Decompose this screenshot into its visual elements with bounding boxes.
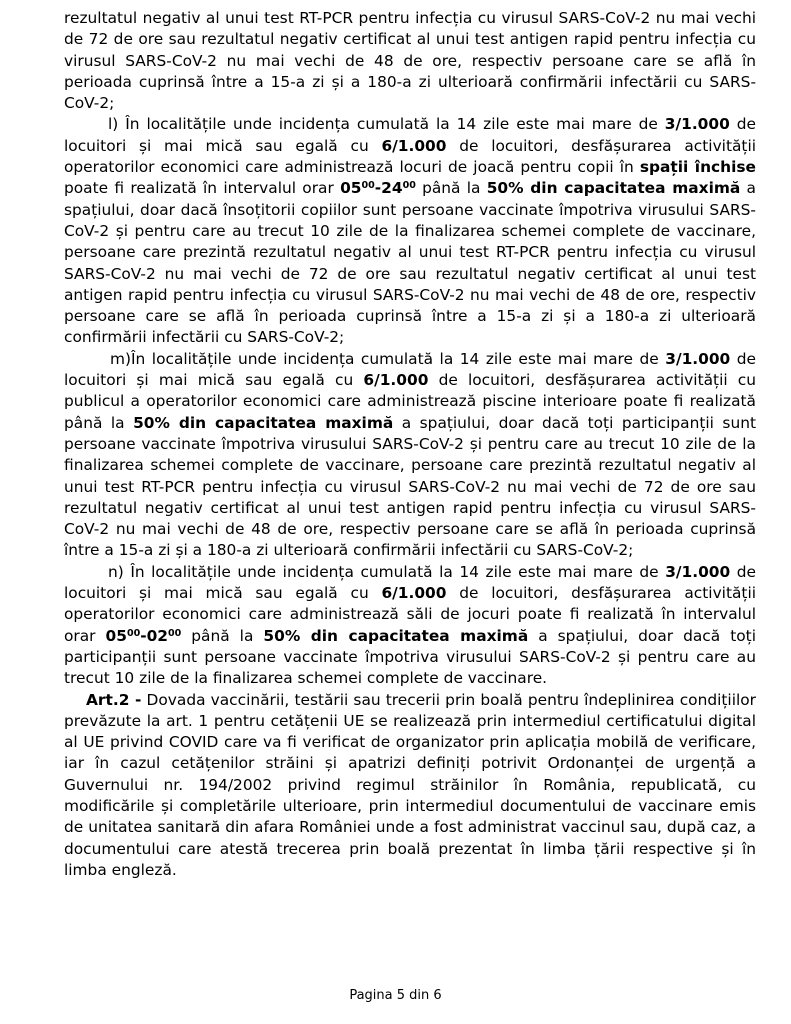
capacity-limit: 50% din capacitatea maximă <box>486 179 741 198</box>
indoor-spaces-emphasis: spații închise <box>639 158 756 177</box>
incidence-lower-threshold: 3/1.000 <box>665 562 731 581</box>
article-label: Art.2 - <box>86 690 142 709</box>
incidence-lower-threshold: 3/1.000 <box>665 349 731 368</box>
item-marker-l: l) <box>108 115 119 134</box>
paragraph-l: l) În localitățile unde incidența cumulată la 14 zile este mai mare de 3/1.000 de locuitori și mai mică sau egală cu 6/1.000 de locuitori, desfășurarea activității operatorilor economici care administrează locuri de joacă pentru copii în spații închise poate fi realizată în intervalul orar $05^{00}-24^{00}$ până la 50% din capacitatea maximă a spațiului, doar dacă însoțitorii copiilor sunt persoane vaccinate împotriva virusului SARS-CoV-2 și pentru care au trecut 10 zile de la finalizarea schemei complete de vaccinare, persoane care prezintă rezultatul negativ al unui test RT-PCR pentru infecția cu virusul SARS-CoV-2 nu mai vechi de 72 de ore sau rezultatul negativ certificat al unui test antigen rapid pentru infecția cu virusul SARS-CoV-2 nu mai vechi de 48 de ore, respectiv persoane care se află în perioada cuprinsă între a 15-a zi și a 180-a zi ulterioară confirmării infectării cu SARS-CoV-2; <box>64 115 757 347</box>
incidence-upper-threshold: 6/1.000 <box>363 371 429 390</box>
item-marker-n: n) <box>108 562 124 581</box>
capacity-limit: 50% din capacitatea maximă <box>263 626 529 645</box>
paragraph-art-2: Art.2 - Dovada vaccinării, testării sau trecerii prin boală pentru îndeplinirea condițiilor prevăzute la art. 1 pentru cetățenii UE se realizează prin intermediul certificatului digital al UE privind COVID care va fi verificat de organizator prin aplicația mobilă de verificare, iar în cazul cetățenilor străini și apatrizi definiți potrivit Ordonanței de urgență a Guvernului nr. 194/2002 privind regimul străinilor în România, republicată, cu modificările și completările ulterioare, prin intermediul documentului de vaccinare emis de unitatea sanitară din afara României unde a fost administrat vaccinul sau, după caz, a documentului care atestă trecerea prin boală prezentat în limba țării respective și în limba engleză. <box>64 690 756 879</box>
incidence-lower-threshold: 3/1.000 <box>664 115 730 134</box>
page-number: Pagina 5 din 6 <box>349 988 442 1003</box>
document-page <box>64 8 756 881</box>
page-footer <box>0 988 791 1003</box>
paragraph-n: n) În localitățile unde incidența cumulată la 14 zile este mai mare de 3/1.000 de locuitori și mai mică sau egală cu 6/1.000 de locuitori, desfășurarea activității operatorilor economici care administrează săli de jocuri poate fi realizată în intervalul orar $05^{00}-02^{00}$ până la 50% din capacitatea maximă a spațiului, doar dacă toți participanții sunt persoane vaccinate împotriva virusului SARS-CoV-2 și pentru care au trecut 10 zile de la finalizarea schemei complete de vaccinare. <box>64 562 757 688</box>
paragraph-m: m)În localitățile unde incidența cumulată la 14 zile este mai mare de 3/1.000 de locuitori și mai mică sau egală cu 6/1.000 de locuitori, desfășurarea activității cu publicul a operatorilor economici care administrează piscine interioare poate fi realizată până la 50% din capacitatea maximă a spațiului, doar dacă toți participanții sunt persoane vaccinate împotriva virusului SARS-CoV-2 și pentru care au trecut 10 zile de la finalizarea schemei complete de vaccinare, persoane care prezintă rezultatul negativ al unui test RT-PCR pentru infecția cu virusul SARS-CoV-2 nu mai vechi de 72 de ore sau rezultatul negativ certificat al unui test antigen rapid pentru infecția cu virusul SARS-CoV-2 nu mai vechi de 48 de ore, respectiv persoane care se află în perioada cuprinsă între a 15-a zi și a 180-a zi ulterioară confirmării infectării cu SARS-CoV-2; <box>64 349 757 560</box>
incidence-upper-threshold: 6/1.000 <box>381 136 447 155</box>
time-interval: $05^{00}-24^{00}$ <box>340 179 416 198</box>
paragraph-continuation: rezultatul negativ al unui test RT-PCR pentru infecția cu virusul SARS-CoV-2 nu mai vechi de 72 de ore sau rezultatul negativ certificat al unui test antigen rapid pentru infecția cu virusul SARS-CoV-2 nu mai vechi de 48 de ore, respectiv persoane care se află în perioada cuprinsă între a 15-a zi și a 180-a zi ulterioară confirmării infectării cu SARS-CoV-2; <box>64 9 756 113</box>
time-interval: $05^{00}-02^{00}$ <box>105 626 182 645</box>
incidence-upper-threshold: 6/1.000 <box>381 584 447 603</box>
item-marker-m: m) <box>110 349 131 368</box>
capacity-limit: 50% din capacitatea maximă <box>133 413 394 432</box>
